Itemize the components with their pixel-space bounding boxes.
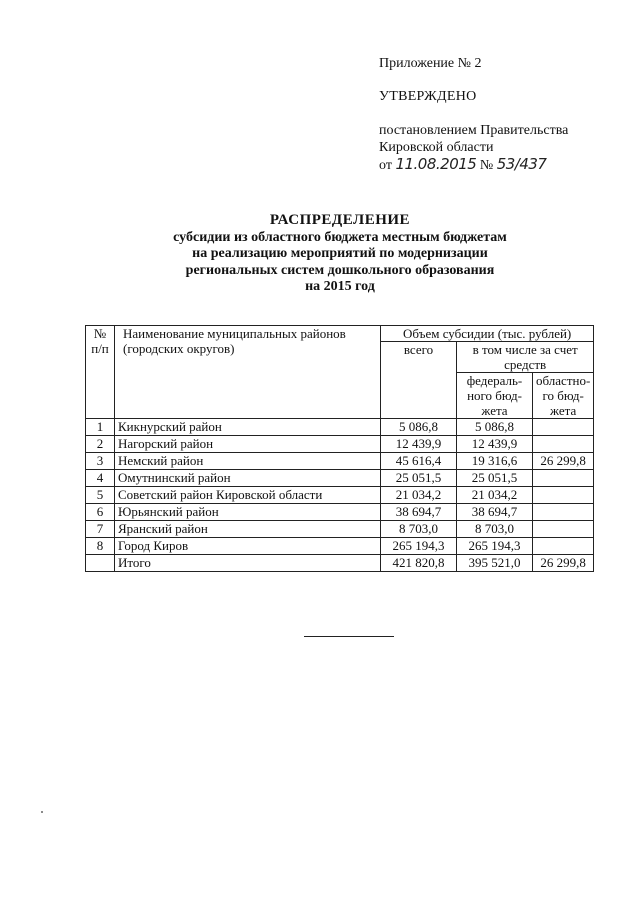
row-total-cell: 45 616,4 <box>381 453 457 470</box>
handwritten-number: 53/437 <box>496 155 547 173</box>
row-federal-cell: 25 051,5 <box>457 470 533 487</box>
row-regional-cell <box>533 419 594 436</box>
row-regional-cell: 26 299,8 <box>533 453 594 470</box>
table-row <box>86 487 594 504</box>
row-name-cell: Нагорский район <box>115 436 381 453</box>
row-regional-cell <box>533 436 594 453</box>
total-regional-cell: 26 299,8 <box>533 555 594 572</box>
row-name-cell: Немский район <box>115 453 381 470</box>
header-num: № п/п <box>86 326 115 419</box>
appendix-label: Приложение № 2 <box>379 56 482 71</box>
table-total-row <box>86 555 594 572</box>
row-num-cell: 8 <box>86 538 115 555</box>
row-regional-cell <box>533 504 594 521</box>
row-federal-cell: 38 694,7 <box>457 504 533 521</box>
row-federal-cell: 265 194,3 <box>457 538 533 555</box>
header-regional: областно-го бюд-жета <box>533 373 594 419</box>
row-name-cell: Омутнинский район <box>115 470 381 487</box>
row-federal-cell: 12 439,9 <box>457 436 533 453</box>
approval-block <box>379 55 568 174</box>
handwritten-date: 11.08.2015 <box>395 155 477 173</box>
row-name-cell: Яранский район <box>115 521 381 538</box>
table-row <box>86 470 594 487</box>
document-title: РАСПРЕДЕЛЕНИЕ <box>269 212 411 228</box>
row-federal-cell: 21 034,2 <box>457 487 533 504</box>
row-num-cell: 3 <box>86 453 115 470</box>
table-row <box>86 436 594 453</box>
approval-line-1: постановлением Правительства <box>379 123 569 138</box>
row-total-cell: 21 034,2 <box>381 487 457 504</box>
row-name-cell: Город Киров <box>115 538 381 555</box>
row-name-cell: Кикнурский район <box>115 419 381 436</box>
row-total-cell: 265 194,3 <box>381 538 457 555</box>
table-row <box>86 521 594 538</box>
document-title-block <box>90 212 590 296</box>
row-total-cell: 5 086,8 <box>381 419 457 436</box>
total-num-cell <box>86 555 115 572</box>
row-num-cell: 7 <box>86 521 115 538</box>
row-regional-cell <box>533 538 594 555</box>
closing-underline <box>304 636 394 637</box>
scan-speck <box>41 811 43 813</box>
row-name-cell: Юрьянский район <box>115 504 381 521</box>
table-header-row-1 <box>86 326 594 342</box>
title-line-2: на реализацию мероприятий по модернизации <box>192 246 488 261</box>
approval-line-2: Кировской области <box>379 140 494 155</box>
subsidy-table <box>85 325 594 572</box>
row-num-cell: 2 <box>86 436 115 453</box>
title-line-4: на 2015 год <box>305 279 375 294</box>
row-federal-cell: 5 086,8 <box>457 419 533 436</box>
approved-label: УТВЕРЖДЕНО <box>379 89 477 104</box>
header-including: в том числе за счет средств <box>457 342 594 373</box>
row-name-cell: Советский район Кировской области <box>115 487 381 504</box>
header-total: всего <box>381 342 457 419</box>
table-row <box>86 538 594 555</box>
header-name: Наименование муниципальных районов (городских округов) <box>115 326 381 419</box>
row-total-cell: 8 703,0 <box>381 521 457 538</box>
table-row <box>86 504 594 521</box>
total-name-cell: Итого <box>115 555 381 572</box>
table-row <box>86 419 594 436</box>
title-line-3: региональных систем дошкольного образования <box>185 262 495 278</box>
total-federal-cell: 395 521,0 <box>457 555 533 572</box>
table-body <box>86 419 594 555</box>
row-num-cell: 5 <box>86 487 115 504</box>
row-num-cell: 6 <box>86 504 115 521</box>
row-federal-cell: 19 316,6 <box>457 453 533 470</box>
approval-date-line <box>379 156 568 174</box>
table-row <box>86 453 594 470</box>
header-volume: Объем субсидии (тыс. рублей) <box>381 326 594 342</box>
row-total-cell: 38 694,7 <box>381 504 457 521</box>
total-total-cell: 421 820,8 <box>381 555 457 572</box>
number-prefix: № <box>479 158 494 173</box>
row-total-cell: 12 439,9 <box>381 436 457 453</box>
title-line-1: субсидии из областного бюджета местным бюджетам <box>173 229 507 245</box>
row-federal-cell: 8 703,0 <box>457 521 533 538</box>
row-regional-cell <box>533 470 594 487</box>
date-prefix: от <box>379 158 392 173</box>
row-total-cell: 25 051,5 <box>381 470 457 487</box>
row-num-cell: 4 <box>86 470 115 487</box>
row-regional-cell <box>533 521 594 538</box>
row-regional-cell <box>533 487 594 504</box>
header-federal: федераль-ного бюд-жета <box>457 373 533 419</box>
row-num-cell: 1 <box>86 419 115 436</box>
